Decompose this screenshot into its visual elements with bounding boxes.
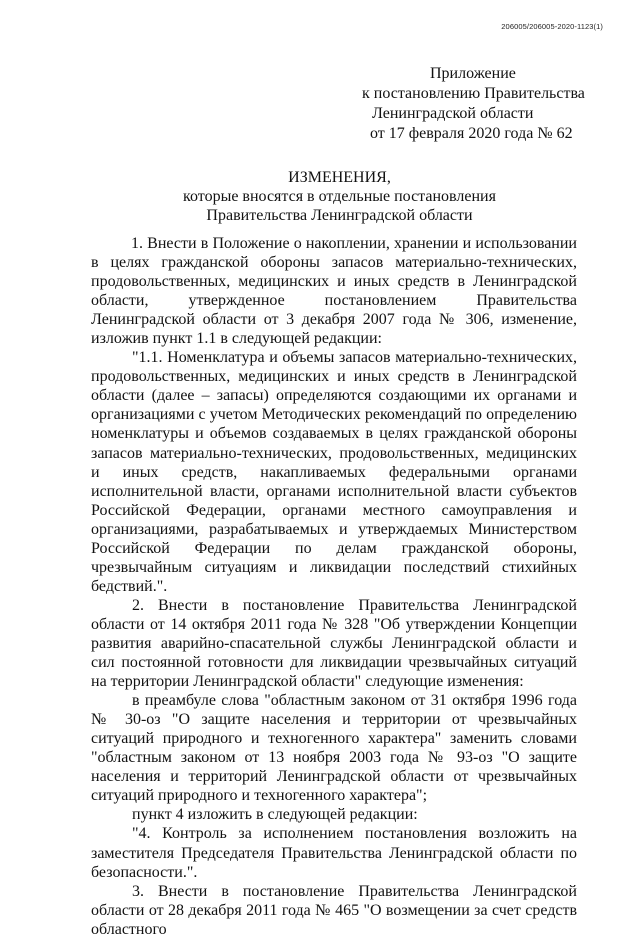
annex-line-2: к постановлению Правительства [362,85,585,102]
heading-title: ИЗМЕНЕНИЯ, [288,169,391,186]
paragraph-2: 2. Внести в постановление Правительства Ленинградской области от 14 октября 2011 года № 328 "Об утверждении Концепции развития аварийно-спасательной службы Ленинградской области и сил постоянной готовности для ликвидации чрезвычайных ситуаций на территории Ленинградской области" следующие изменения: [91,596,577,691]
annex-block [362,64,585,144]
document-code: 206005/206005-2020-1123(1) [501,22,603,31]
paragraph-quote-1-1: "1.1. Номенклатура и объемы запасов материально-технических, продовольственных, медицинских и иных средств в Ленинградской области (далее – запасы) определяются создающими их органами и организациями с учетом Методических рекомендаций по определению номенклатуры и объемов создаваемых в целях гражданской обороны запасов материально-технических, продовольственных, медицинских и иных средств, накапливаемых федеральными органами исполнительной власти, органами исполнительной власти субъектов Российской Федерации, органами местного самоуправления и организациями, разрабатываемых и утверждаемых Министерством Российской Федерации по делам гражданской обороны, чрезвычайным ситуациям и ликвидации последствий стихийных бедствий.". [91,349,577,595]
paragraph-preamble: в преамбуле слова "областным законом от 31 октября 1996 года № 30-оз "О защите населения и территории от чрезвычайных ситуаций природного и техногенного характера" заменить словами "областным законом от 13 ноября 2003 года № 93-оз "О защите населения и территорий Ленинградской области от чрезвычайных ситуаций природного и техногенного характера"; [91,692,577,805]
annex-title: Приложение [430,65,516,82]
heading-line-2: которые вносятся в отдельные постановления [183,188,496,205]
document-heading [0,168,639,225]
annex-line-3: Ленинградской области [372,105,534,122]
paragraph-point-4: пункт 4 изложить в следующей редакции: [132,806,418,824]
paragraph-1: 1. Внести в Положение о накоплении, хранении и использовании в целях гражданской обороны запасов материально-технических, продовольственных, медицинских и иных средств в Ленинградской области, утвержденное постановлением Правительства Ленинградской области от 3 декабря 2007 года № 306, изменение, изложив пункт 1.1 в следующей редакции: [91,235,577,348]
paragraph-3: 3. Внести в постановление Правительства Ленинградской области от 28 декабря 2011 года № 465 "О возмещении за счет средств областного [91,882,577,938]
annex-line-4: от 17 февраля 2020 года № 62 [370,125,573,142]
document-body [91,234,577,939]
paragraph-quote-4: "4. Контроль за исполнением постановления возложить на заместителя Председателя Правительства Ленинградской области по безопасности.". [91,825,577,881]
heading-line-3: Правительства Ленинградской области [206,207,473,224]
